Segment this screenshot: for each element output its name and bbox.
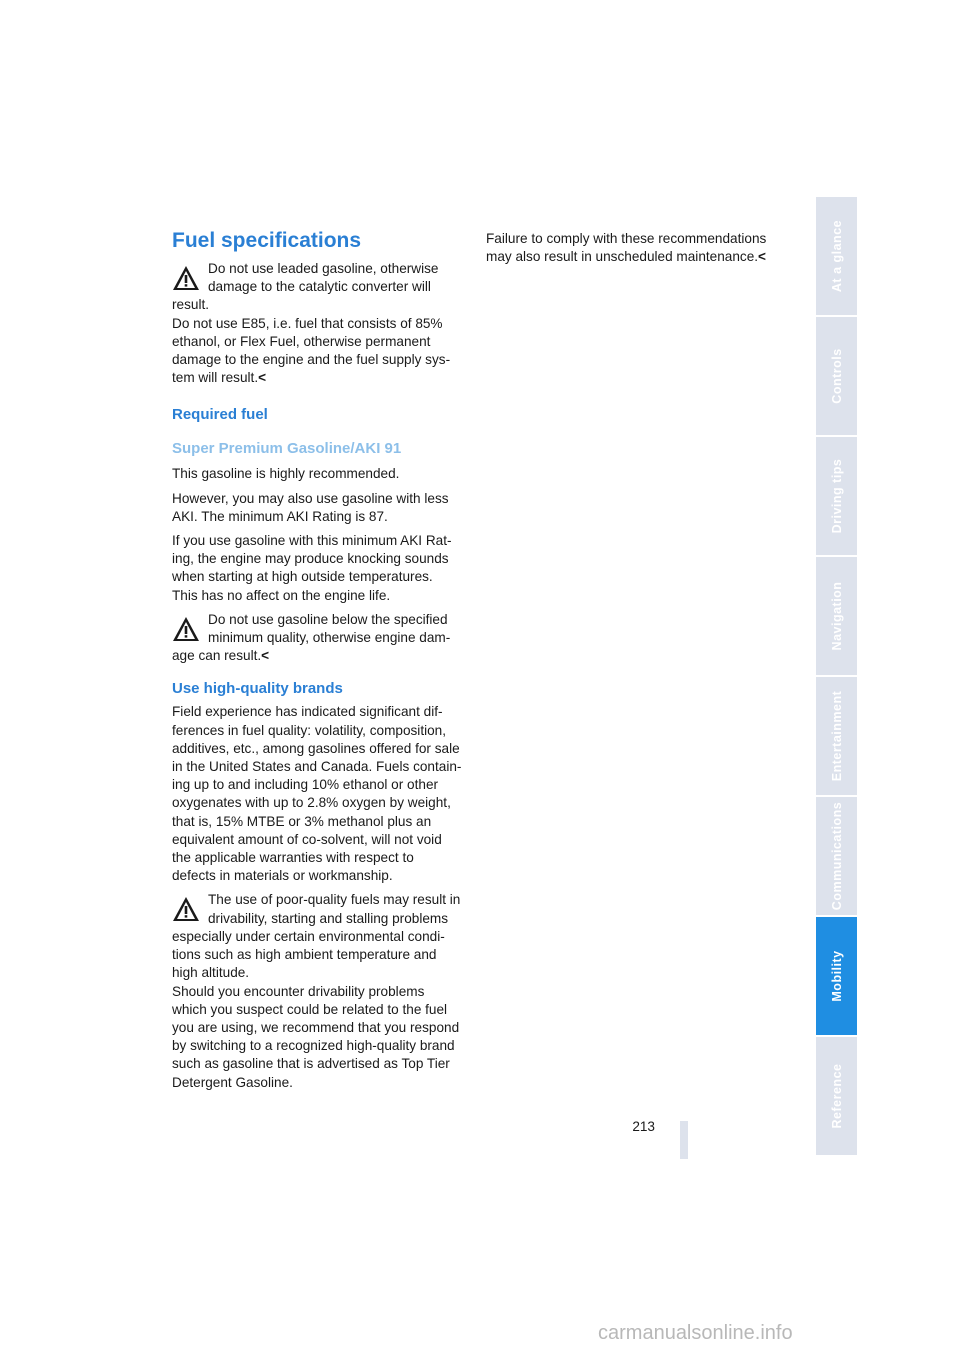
text-line: ing up to and including 10% ethanol or other <box>172 777 439 793</box>
text-line: minimum quality, otherwise engine dam- <box>208 630 451 646</box>
text-line: This has no affect on the engine life. <box>172 587 391 603</box>
text-line: Do not use leaded gasoline, otherwise <box>208 261 439 276</box>
tab-label: Mobility <box>829 950 844 1002</box>
text-line: such as gasoline that is advertised as Top Tier <box>172 1056 450 1072</box>
text-line: damage to the engine and the fuel supply sys- <box>172 352 451 368</box>
paragraph <box>172 532 466 605</box>
text-line: the applicable warranties with respect to <box>172 850 414 866</box>
tab-label: Driving tips <box>829 458 844 534</box>
end-mark: < <box>258 370 267 386</box>
heading-required-fuel: Required fuel <box>172 406 268 424</box>
text-line: equivalent amount of co-solvent, will not void <box>172 831 442 847</box>
text-line: Detergent Gasoline. <box>172 1074 293 1090</box>
text-line: which you suspect could be related to the fuel <box>172 1001 448 1017</box>
tab-navigation[interactable] <box>816 557 857 677</box>
text-line: Do not use E85, i.e. fuel that consists of 85% <box>172 315 443 331</box>
text-line: Failure to comply with these recommendations <box>486 231 767 246</box>
text-line: by switching to a recognized high-quality brand <box>172 1038 455 1054</box>
tab-controls[interactable] <box>816 317 857 437</box>
text-line: tions such as high ambient temperature and <box>172 947 437 963</box>
tab-communications[interactable] <box>816 797 857 917</box>
warning-triangle-icon <box>172 895 200 923</box>
tab-label: Entertainment <box>829 690 844 782</box>
text-line: damage to the catalytic converter will <box>208 279 431 295</box>
text-line: high altitude. <box>172 965 250 981</box>
right-column <box>486 230 780 266</box>
warning-poor-quality-fuels <box>172 891 466 1091</box>
text-line: ferences in fuel quality: volatility, composition, <box>172 722 447 738</box>
text-line: Do not use gasoline below the specified <box>208 611 448 627</box>
text-line: ing, the engine may produce knocking sounds <box>172 551 449 567</box>
text-line: The use of poor-quality fuels may result in <box>208 892 461 908</box>
watermark: carmanualsonline.info <box>598 1322 793 1344</box>
page-number-bar <box>680 1121 688 1159</box>
tab-at-a-glance[interactable] <box>816 197 857 317</box>
warning-leaded-fuel <box>172 260 466 387</box>
text-line: ethanol, or Flex Fuel, otherwise permanent <box>172 333 431 349</box>
page-number: 213 <box>632 1119 655 1134</box>
subheading-super-premium: Super Premium Gasoline/AKI 91 <box>172 440 402 458</box>
text-line: If you use gasoline with this minimum AKI Rat- <box>172 533 452 549</box>
tab-label: Communications <box>829 801 844 911</box>
text-line: additives, etc., among gasolines offered for sale <box>172 740 460 756</box>
chapter-sidebar <box>816 197 857 1157</box>
tab-label: Navigation <box>829 581 844 651</box>
text-line: age can result. <box>172 648 262 664</box>
text-line: especially under certain environmental condi- <box>172 928 445 944</box>
text-line: oxygenates with up to 2.8% oxygen by weight, <box>172 795 451 811</box>
text-line: in the United States and Canada. Fuels contain- <box>172 759 462 775</box>
paragraph <box>172 703 466 885</box>
text-line: AKI. The minimum AKI Rating is 87. <box>172 508 388 524</box>
heading-high-quality-brands: Use high-quality brands <box>172 680 343 698</box>
end-mark: < <box>261 648 270 664</box>
tab-label: At a glance <box>829 219 844 293</box>
text-line: tem will result. <box>172 370 259 386</box>
text-line: when starting at high outside temperatures. <box>172 569 433 585</box>
text-line: drivability, starting and stalling problems <box>208 910 449 926</box>
warning-triangle-icon <box>172 264 200 292</box>
text-line: you are using, we recommend that you respond <box>172 1019 460 1035</box>
text-line: Field experience has indicated significant dif- <box>172 704 443 720</box>
warning-triangle-icon <box>172 615 200 643</box>
page-title: Fuel specifications <box>172 229 362 252</box>
text-line: This gasoline is highly recommended. <box>172 466 400 482</box>
end-mark: < <box>758 249 766 265</box>
warning-min-quality <box>172 611 466 666</box>
tab-entertainment[interactable] <box>816 677 857 797</box>
text-line: that is, 15% MTBE or 3% methanol plus an <box>172 813 432 829</box>
left-column <box>172 228 466 1098</box>
tab-reference[interactable] <box>816 1037 857 1157</box>
text-line: Should you encounter drivability problems <box>172 983 425 999</box>
text-line: However, you may also use gasoline with less <box>172 490 449 506</box>
text-line: may also result in unscheduled maintenance. <box>486 249 759 265</box>
tab-mobility[interactable] <box>816 917 857 1037</box>
tab-label: Reference <box>829 1063 844 1129</box>
tab-driving-tips[interactable] <box>816 437 857 557</box>
paragraph <box>172 465 466 483</box>
tab-label: Controls <box>829 348 844 404</box>
paragraph <box>172 490 466 526</box>
text-line: result. <box>172 297 210 313</box>
text-line: defects in materials or workmanship. <box>172 868 393 884</box>
